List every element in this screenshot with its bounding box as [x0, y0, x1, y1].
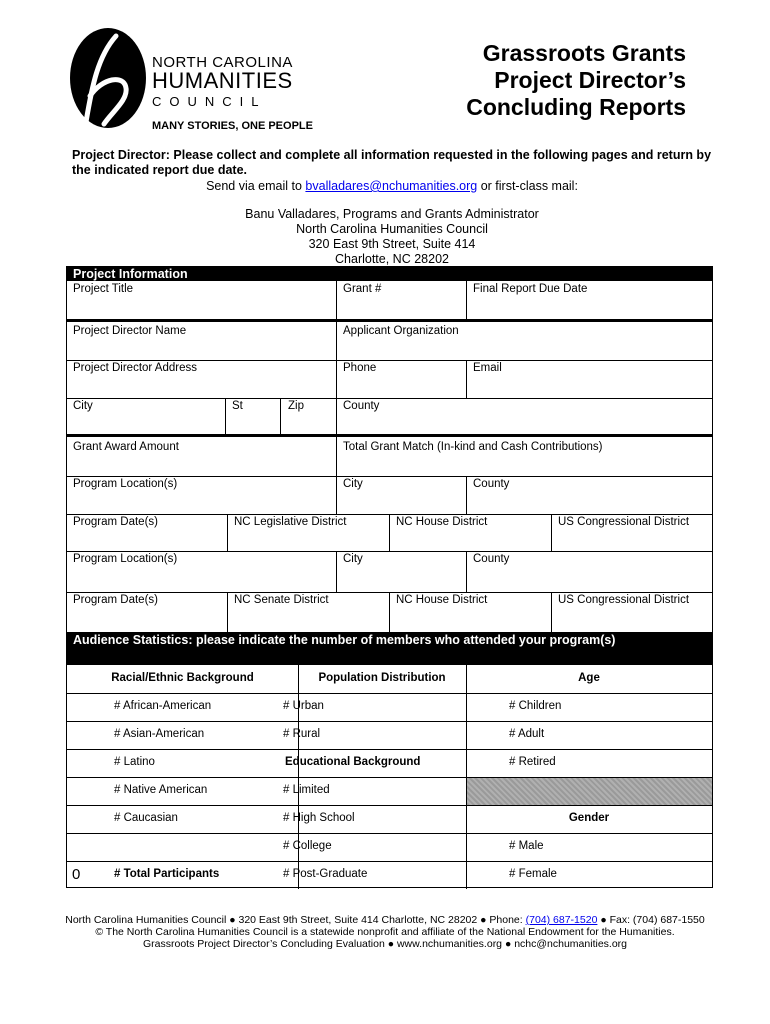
shaded-cell [467, 778, 712, 805]
logo-line-humanities: HUMANITIES [152, 68, 293, 93]
phone-label: Phone [343, 362, 377, 374]
footer [40, 914, 730, 950]
children-label: # Children [509, 700, 562, 712]
address-street: 320 East 9th Street, Suite 414 [308, 237, 476, 251]
final-report-due-label: Final Report Due Date [473, 283, 588, 295]
logo-emblem-icon [68, 26, 152, 132]
program-locations-label-2: Program Location(s) [73, 553, 178, 565]
pd-address-label: Project Director Address [73, 362, 197, 374]
college-label: # College [283, 840, 332, 852]
caucasian-label: # Caucasian [114, 812, 178, 824]
program-county-label-1: County [473, 478, 510, 490]
project-info-header: Project Information [67, 267, 712, 281]
program-city-label-1: City [343, 478, 363, 490]
logo-line-north-carolina: NORTH CAROLINA [152, 54, 293, 71]
native-american-label: # Native American [114, 784, 208, 796]
male-label: # Male [509, 840, 544, 852]
urban-label: # Urban [283, 700, 324, 712]
county-label: County [343, 400, 380, 412]
post-graduate-label: # Post-Graduate [283, 868, 368, 880]
send-line [72, 179, 712, 193]
pd-name-label: Project Director Name [73, 325, 187, 337]
logo-tagline: MANY STORIES, ONE PEOPLE [152, 120, 313, 132]
asian-american-label: # Asian-American [114, 728, 205, 740]
address-org: North Carolina Humanities Council [296, 222, 488, 236]
send-prefix: Send via email to [206, 179, 306, 193]
grant-number-label: Grant # [343, 283, 382, 295]
program-dates-label-1: Program Date(s) [73, 516, 158, 528]
audience-header [67, 632, 712, 665]
instructions: Project Director: Please collect and complete all information requested in the following pages and return by the indicated report due date. [72, 148, 712, 177]
gender-header: Gender [568, 812, 610, 824]
logo-line-council: COUNCIL [152, 94, 267, 109]
racial-ethnic-header: Racial/Ethnic Background [111, 672, 254, 684]
high-school-label: # High School [283, 812, 355, 824]
age-header: Age [578, 672, 600, 684]
send-suffix: or first-class mail: [477, 179, 578, 193]
footer-line-1 [40, 914, 730, 926]
program-locations-label-1: Program Location(s) [73, 478, 178, 490]
program-dates-label-2: Program Date(s) [73, 594, 158, 606]
population-header: Population Distribution [318, 672, 446, 684]
educational-background-header: Educational Background [285, 756, 421, 768]
us-congress-label-1: US Congressional District [558, 516, 690, 528]
title-line-3: Concluding Reports [466, 94, 686, 120]
program-county-label-2: County [473, 553, 510, 565]
state-label: St [232, 400, 243, 412]
email-link[interactable]: bvalladares@nchumanities.org [305, 179, 478, 193]
footer-phone-link[interactable]: (704) 687-1520 [525, 914, 598, 926]
limited-label: # Limited [283, 784, 330, 796]
female-label: # Female [509, 868, 557, 880]
adult-label: # Adult [509, 728, 545, 740]
rural-label: # Rural [283, 728, 321, 740]
african-american-label: # African-American [114, 700, 212, 712]
zip-label: Zip [288, 400, 304, 412]
grant-match-label: Total Grant Match (In-kind and Cash Contributions) [343, 441, 603, 453]
report-form [66, 266, 713, 888]
nc-house-label-2: NC House District [396, 594, 488, 606]
title-line-1: Grassroots Grants [482, 40, 686, 66]
footer-fax: ● Fax: (704) 687-1550 [597, 914, 705, 926]
nc-legislative-label: NC Legislative District [234, 516, 347, 528]
city-label: City [73, 400, 93, 412]
address-city: Charlotte, NC 28202 [335, 252, 449, 266]
nchc-logo [68, 26, 318, 136]
total-participants-label: # Total Participants [114, 868, 220, 880]
total-participants-value[interactable]: 0 [72, 866, 81, 883]
program-city-label-2: City [343, 553, 363, 565]
footer-line-3: Grassroots Project Director’s Concluding Evaluation ● www.nchumanities.org ● nchc@nchumanities.org [143, 938, 627, 950]
address-name: Banu Valladares, Programs and Grants Administrator [245, 207, 539, 221]
footer-address: North Carolina Humanities Council ● 320 East 9th Street, Suite 414 Charlotte, NC 28202 ● Phone: [65, 914, 526, 926]
nc-senate-label: NC Senate District [234, 594, 329, 606]
footer-line-2: © The North Carolina Humanities Council is a statewide nonprofit and affiliate of the National Endowment for the Humanities. [95, 926, 675, 938]
grant-award-label: Grant Award Amount [73, 441, 179, 453]
document-title [466, 40, 686, 121]
retired-label: # Retired [509, 756, 556, 768]
applicant-org-label: Applicant Organization [343, 325, 459, 337]
latino-label: # Latino [114, 756, 155, 768]
email-label: Email [473, 362, 502, 374]
project-title-label: Project Title [73, 283, 134, 295]
audience-header-text: Audience Statistics: please indicate the number of members who attended your program(s) [73, 633, 616, 647]
nc-house-label-1: NC House District [396, 516, 488, 528]
title-line-2: Project Director’s [494, 67, 686, 93]
us-congress-label-2: US Congressional District [558, 594, 690, 606]
